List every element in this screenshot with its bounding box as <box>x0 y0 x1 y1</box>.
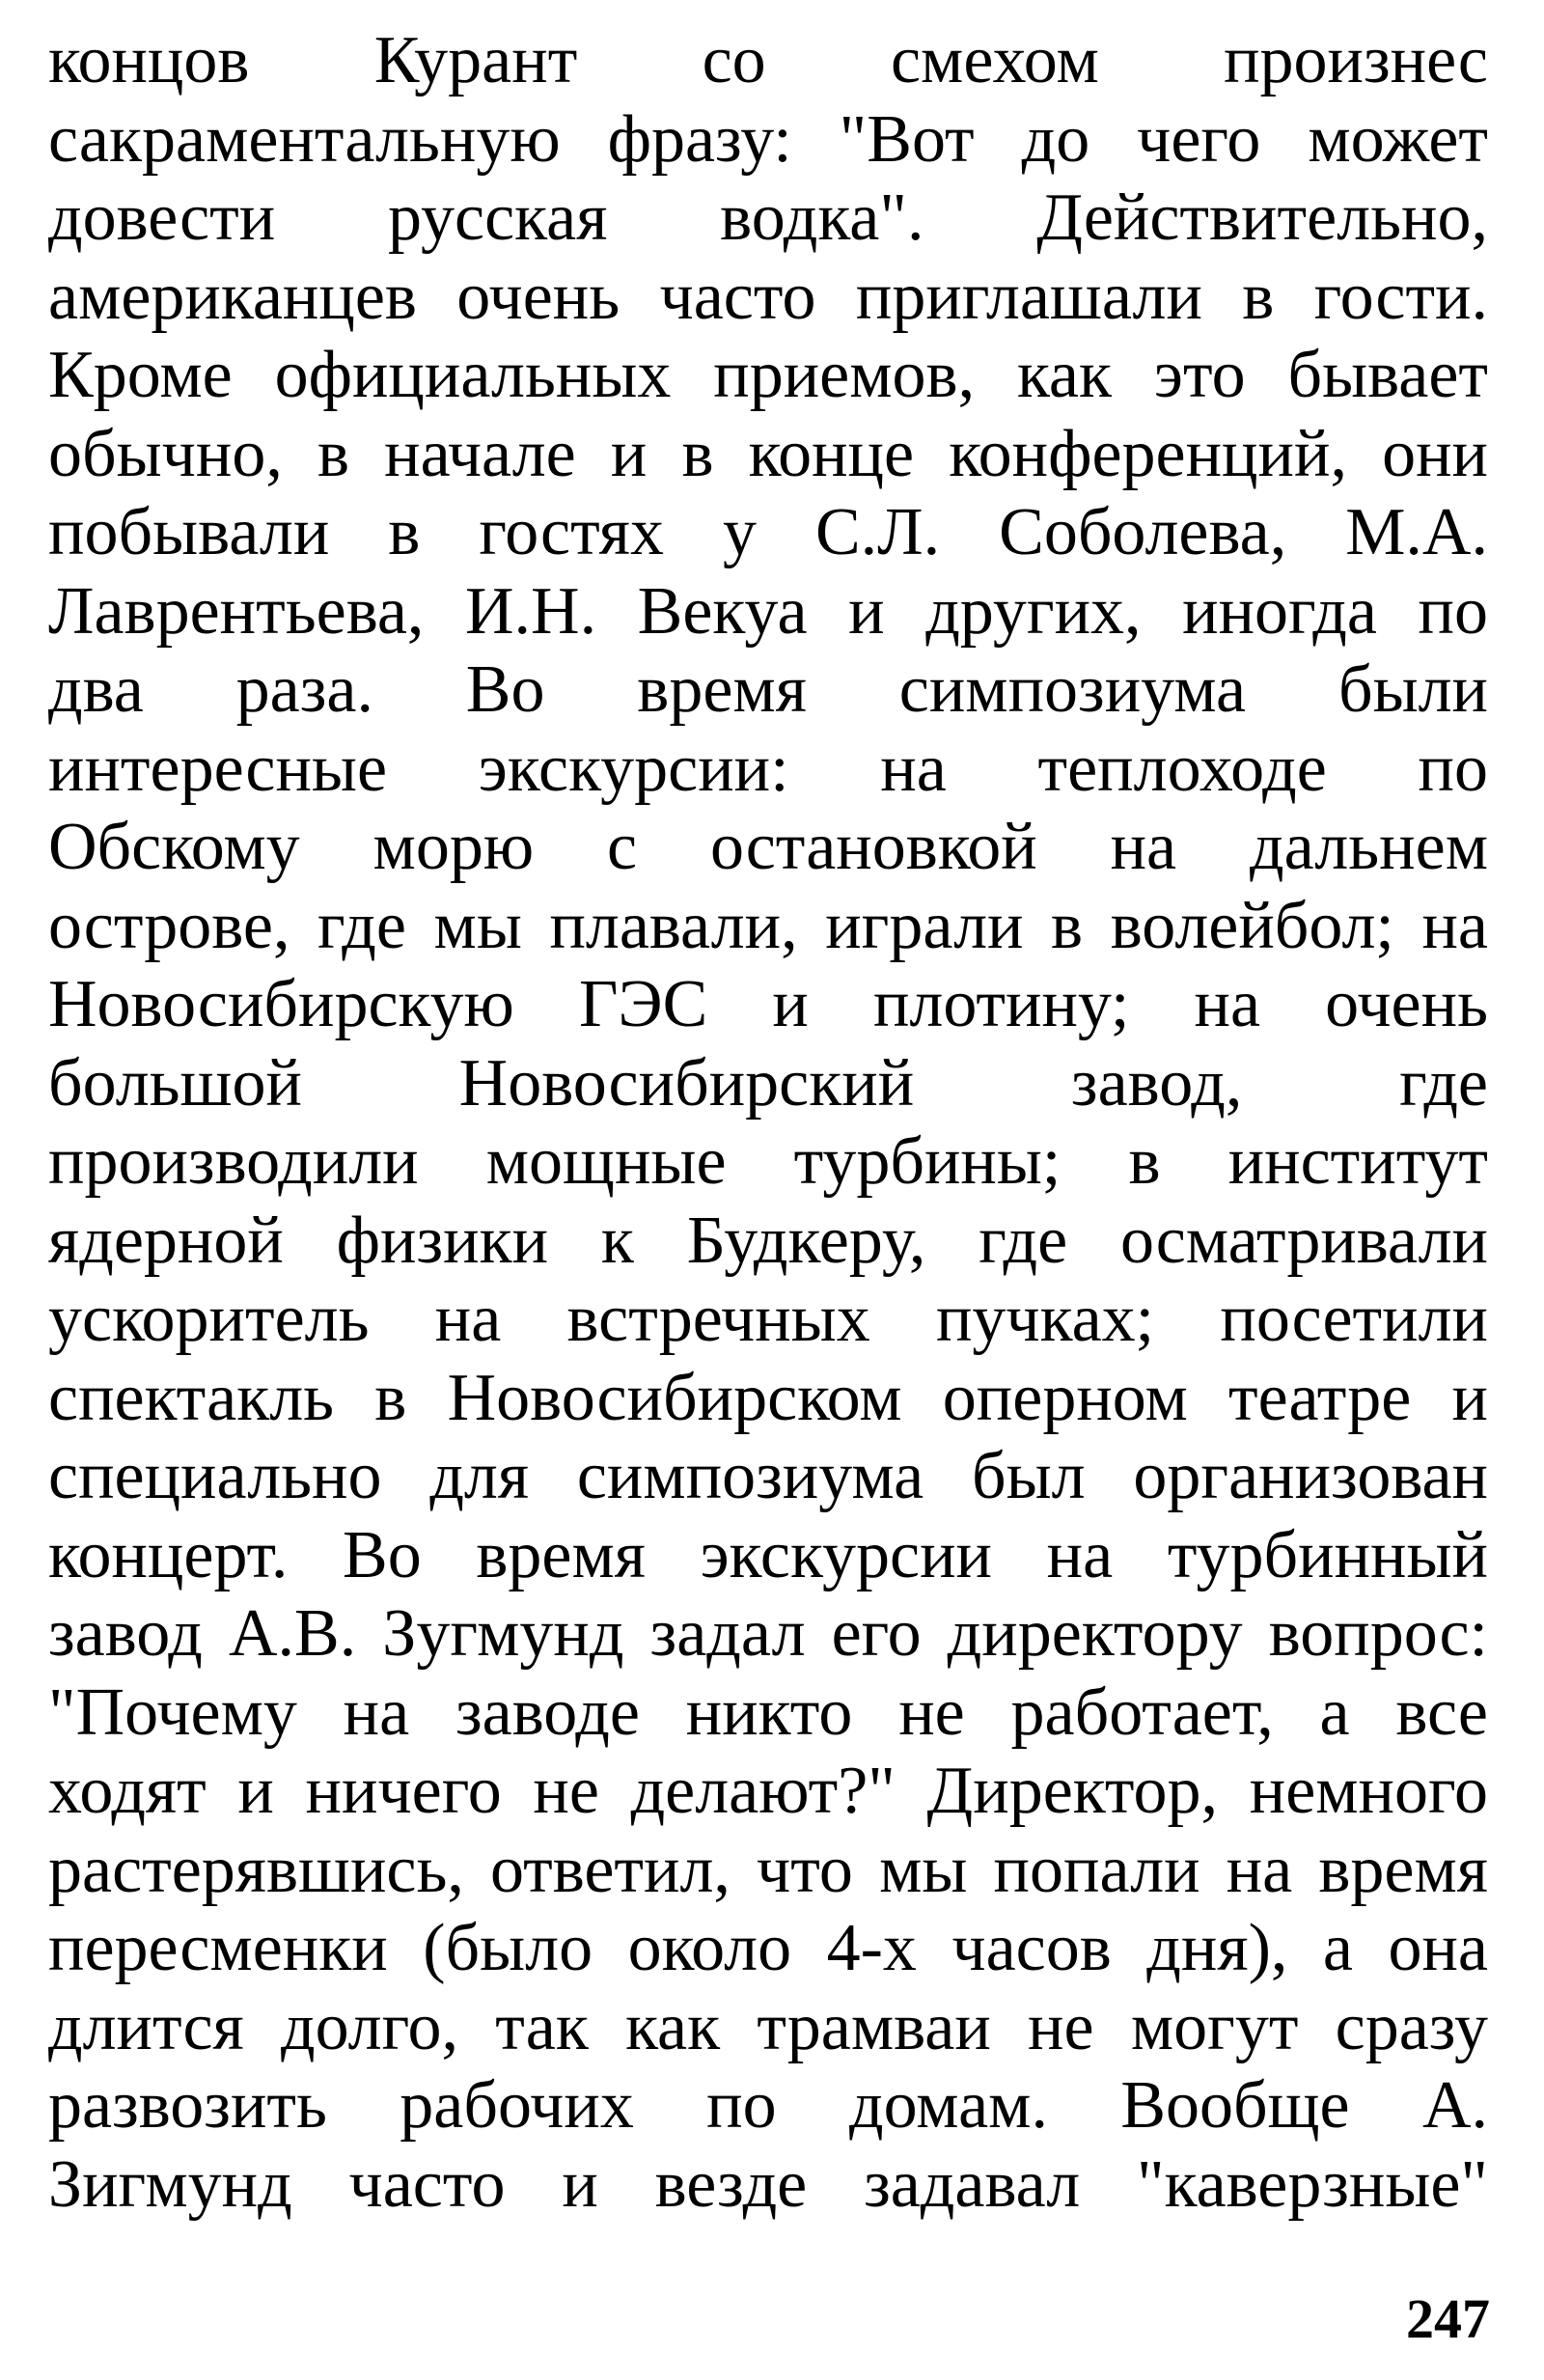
text-line: Кроме официальных приемов, как это бывает <box>48 338 1488 412</box>
text-line: Обскому морю с остановкой на дальнем <box>48 810 1488 884</box>
text-line: концов Курант со смехом произнес <box>48 23 1488 97</box>
text-line: Зигмунд часто и везде задавал "каверзные" <box>48 2146 1488 2222</box>
text-line: пересменки (было около 4-х часов дня), а она <box>48 1911 1488 1985</box>
text-line: два раза. Во время симпозиума были <box>48 652 1488 727</box>
text-line: побывали в гостях у С.Л. Соболева, М.А. <box>48 495 1488 569</box>
text-line: интересные экскурсии: на теплоходе по <box>48 731 1488 806</box>
text-line: обычно, в начале и в конце конференций, они <box>48 416 1488 491</box>
text-line: "Почему на заводе никто не работает, а все <box>48 1674 1488 1750</box>
text-line: довести русская водка". Действительно, <box>48 180 1488 255</box>
text-line: ходят и ничего не делают?" Директор, немного <box>48 1754 1488 1828</box>
text-line: острове, где мы плавали, играли в волейбол; на <box>48 888 1488 963</box>
text-line: большой Новосибирский завод, где <box>48 1045 1488 1121</box>
text-line: спектакль в Новосибирском оперном театре и <box>48 1360 1488 1435</box>
text-line: Новосибирскую ГЭС и плотину; на очень <box>48 967 1488 1041</box>
text-line: ускоритель на встречных пучках; посетили <box>48 1282 1488 1356</box>
text-line: ядерной физики к Будкеру, где осматривали <box>48 1203 1488 1278</box>
text-line: сакраментальную фразу: "Вот до чего может <box>48 101 1488 177</box>
text-line: специально для симпозиума был организован <box>48 1439 1488 1513</box>
body-text <box>48 21 1488 2224</box>
text-line: производили мощные турбины; в институт <box>48 1124 1488 1199</box>
text-line: длится долго, так как трамваи не могут сразу <box>48 1989 1488 2064</box>
text-line: американцев очень часто приглашали в гости. <box>48 259 1488 334</box>
text-line: Лаврентьева, И.Н. Векуа и других, иногда по <box>48 573 1488 649</box>
text-line: развозить рабочих по домам. Вообще А. <box>48 2068 1488 2143</box>
page-number: 247 <box>1406 2287 1490 2350</box>
text-line: растерявшись, ответил, что мы попали на время <box>48 1832 1488 1907</box>
text-line: концерт. Во время экскурсии на турбинный <box>48 1517 1488 1592</box>
text-line: завод А.В. Зугмунд задал его директору вопрос: <box>48 1596 1488 1671</box>
